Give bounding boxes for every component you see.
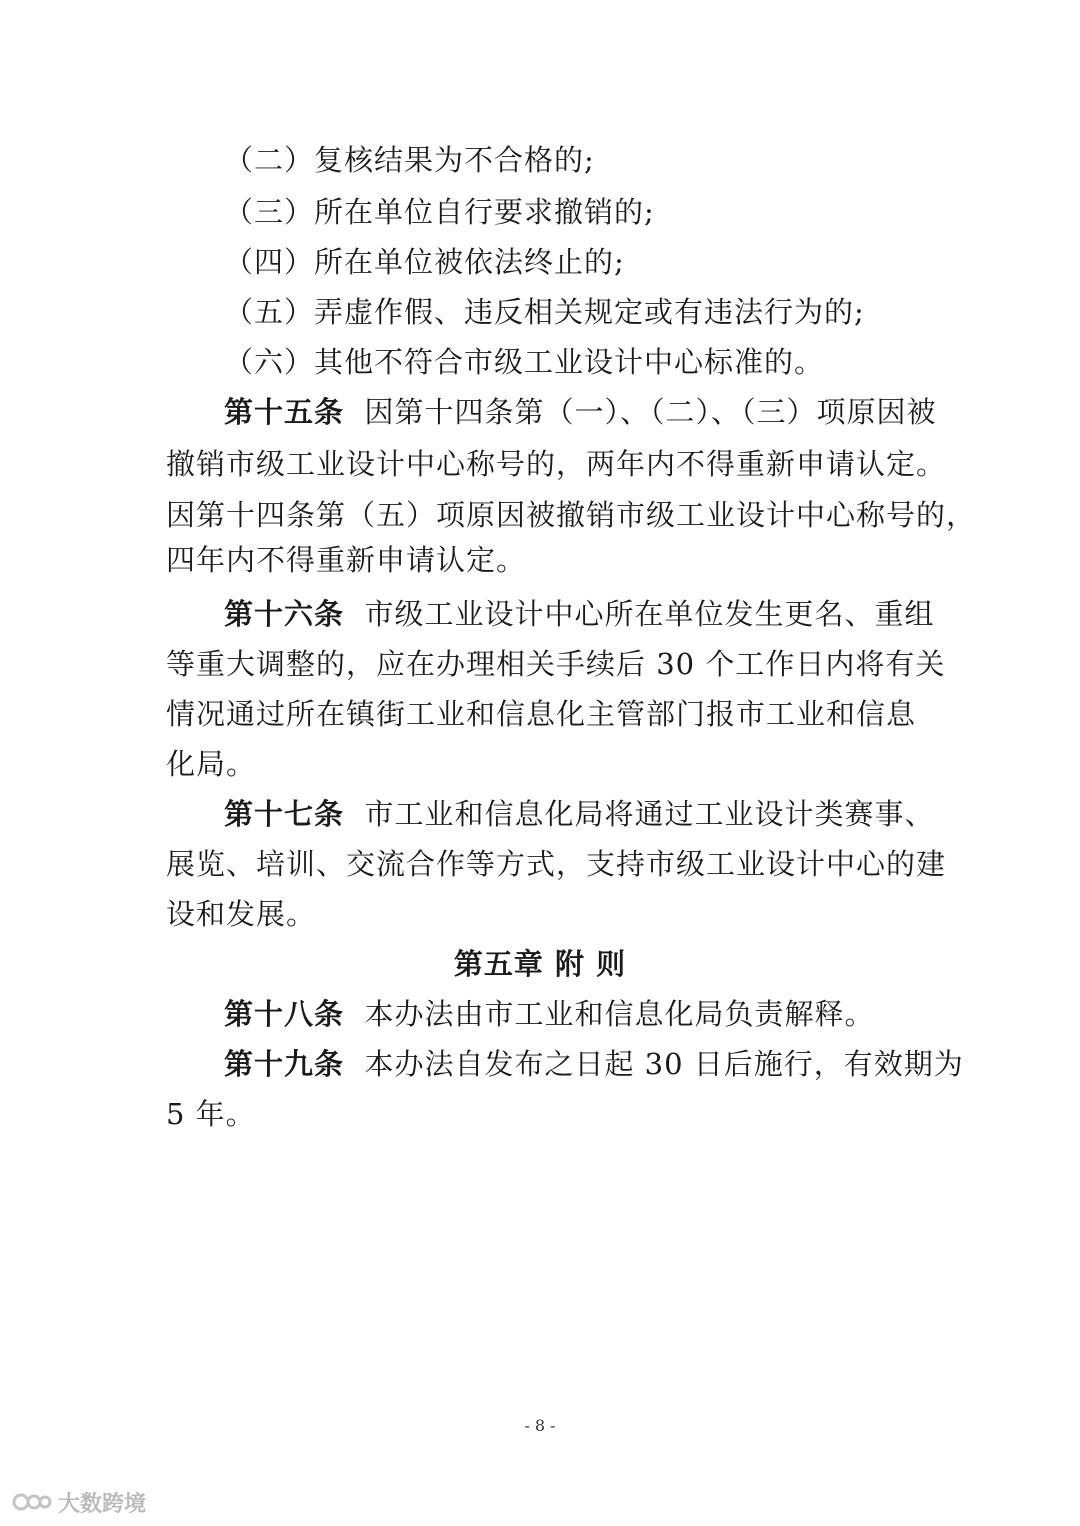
item-three: （三）所在单位自行要求撤销的;	[224, 195, 655, 229]
article-16-line-2: 等重大调整的，应在办理相关手续后 30 个工作日内将有关	[166, 647, 946, 681]
article-18-text: 本办法由市工业和信息化局负责解释。	[364, 997, 875, 1031]
chapter-heading: 第五章 附 则	[453, 947, 627, 981]
article-15-first-line	[224, 392, 937, 432]
article-19-title: 第十九条	[224, 1047, 345, 1081]
watermark-text: 大数跨境	[58, 1491, 147, 1517]
article-16-title: 第十六条	[224, 597, 345, 631]
item-two: （二）复核结果为不合格的;	[224, 143, 595, 177]
item-five: （五）弄虚作假、违反相关规定或有违法行为的;	[224, 295, 865, 329]
article-18-title: 第十八条	[224, 997, 345, 1031]
watermark-logo-icon	[12, 1489, 52, 1515]
watermark	[12, 1488, 146, 1516]
article-15-title: 第十五条	[224, 395, 345, 429]
article-15-line-2: 撤销市级工业设计中心称号的，两年内不得重新申请认定。	[166, 447, 947, 481]
item-four: （四）所在单位被依法终止的;	[224, 245, 625, 279]
article-15-text: 因第十四条第（一）、（二）、（三）项原因被	[364, 395, 937, 429]
article-16-line-3: 情况通过所在镇街工业和信息化主管部门报市工业和信息	[166, 697, 917, 731]
article-19-line-2: 5 年。	[166, 1097, 256, 1131]
item-six: （六）其他不符合市级工业设计中心标准的。	[224, 345, 825, 379]
article-15-line-3: 因第十四条第（五）项原因被撤销市级工业设计中心称号的，	[166, 498, 977, 532]
article-15-line-4: 四年内不得重新申请认定。	[166, 543, 527, 577]
article-16-line-4: 化局。	[166, 747, 257, 781]
article-16-text: 市级工业设计中心所在单位发生更名、重组	[364, 597, 935, 631]
article-19-first-line	[224, 1044, 964, 1084]
article-17-line-2: 展览、培训、交流合作等方式，支持市级工业设计中心的建	[166, 847, 947, 881]
article-17-line-3: 设和发展。	[166, 897, 317, 931]
article-17-title: 第十七条	[224, 797, 345, 831]
article-17-text: 市工业和信息化局将通过工业设计类赛事、	[364, 797, 935, 831]
page-number: - 8 -	[524, 1416, 556, 1435]
article-16-first-line	[224, 594, 935, 634]
article-18-line	[224, 994, 924, 1034]
article-19-text: 本办法自发布之日起 30 日后施行，有效期为	[364, 1047, 964, 1081]
article-17-first-line	[224, 794, 935, 834]
